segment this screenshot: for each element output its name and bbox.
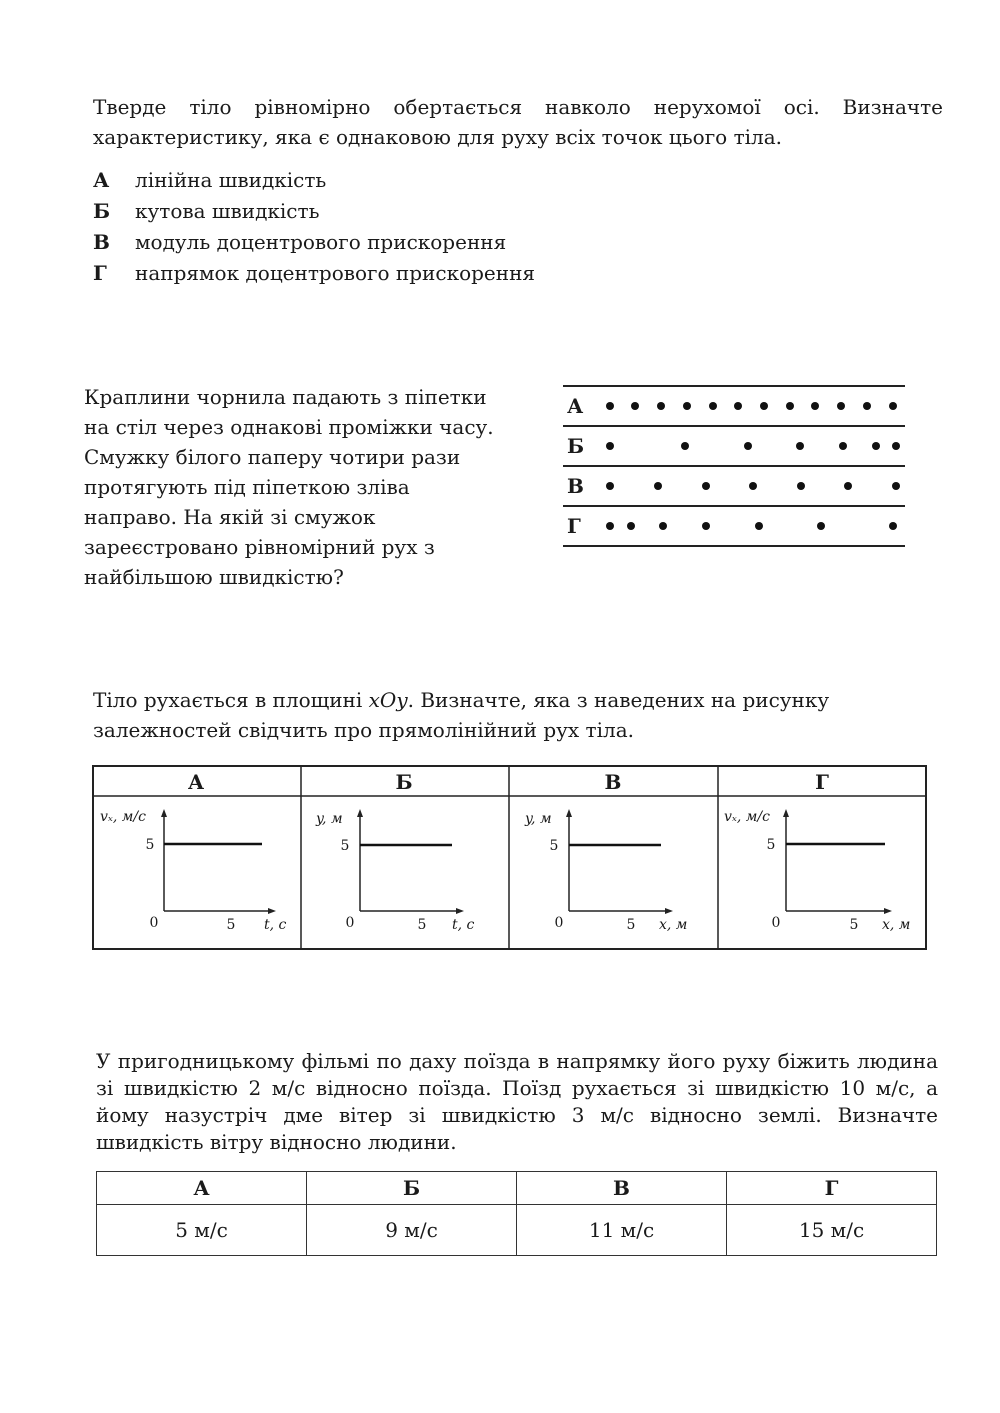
ink-dot — [796, 442, 804, 450]
q1-option-v[interactable] — [93, 227, 506, 257]
y-tick: 5 — [145, 837, 155, 853]
x-axis-arrow — [456, 908, 464, 914]
graphs-table — [92, 765, 927, 950]
origin-label: 0 — [554, 915, 564, 931]
x-axis-arrow — [665, 908, 673, 914]
question-3-text — [93, 685, 943, 745]
ink-dot — [817, 522, 825, 530]
q1-option-a[interactable] — [93, 165, 326, 195]
ink-dot — [863, 402, 871, 410]
ink-dot — [811, 402, 819, 410]
q1-option-b[interactable] — [93, 196, 319, 226]
ink-dot — [606, 482, 614, 490]
strip-label: Б — [567, 434, 585, 458]
ink-dot — [889, 402, 897, 410]
ink-dot — [681, 442, 689, 450]
ink-dot — [683, 402, 691, 410]
option-letter: Г — [93, 261, 107, 285]
graph-v[interactable] — [524, 770, 687, 933]
ink-dot — [702, 522, 710, 530]
q1-option-g[interactable] — [93, 258, 535, 288]
y-axis-arrow — [783, 809, 789, 817]
strip-a[interactable] — [567, 394, 897, 418]
x-axis-arrow — [268, 908, 276, 914]
x-axis-arrow — [884, 908, 892, 914]
ink-dot — [892, 482, 900, 490]
option-letter: А — [93, 168, 110, 192]
q3-text-var: xOy — [368, 688, 408, 712]
option-text: напрямок доцентрового прискорення — [135, 261, 536, 285]
ink-dot — [606, 442, 614, 450]
x-axis-label: t, с — [264, 917, 287, 933]
x-tick: 5 — [849, 917, 859, 933]
answer-table-header — [97, 1172, 937, 1205]
strip-g[interactable] — [567, 514, 897, 538]
x-axis-label: t, с — [452, 917, 475, 933]
graph-b[interactable] — [315, 770, 475, 933]
strip-v[interactable] — [567, 474, 900, 498]
y-tick: 5 — [766, 837, 776, 853]
ink-dot — [837, 402, 845, 410]
ink-dot — [892, 442, 900, 450]
y-axis-label: y, м — [316, 811, 343, 827]
x-axis-label: x, м — [882, 917, 911, 933]
strip-label: В — [567, 474, 584, 498]
question-2-text — [84, 382, 504, 592]
ink-dot — [657, 402, 665, 410]
y-tick: 5 — [549, 838, 559, 854]
ink-dot — [631, 402, 639, 410]
ink-dot — [702, 482, 710, 490]
ink-dot — [627, 522, 635, 530]
ink-strips-figure — [563, 384, 905, 549]
option-letter: Б — [93, 199, 111, 223]
ink-dot — [760, 402, 768, 410]
ink-dot — [839, 442, 847, 450]
ink-dot — [734, 402, 742, 410]
ink-dot — [659, 522, 667, 530]
option-text: лінійна швидкість — [135, 168, 327, 192]
y-axis-label: vₓ, м/с — [724, 809, 770, 825]
ink-dot — [606, 522, 614, 530]
y-tick: 5 — [340, 838, 350, 854]
ink-dot — [744, 442, 752, 450]
y-axis-label: vₓ, м/с — [100, 809, 146, 825]
origin-label: 0 — [345, 915, 355, 931]
graph-label: Г — [815, 770, 829, 794]
question-1-text: Тверде тіло рівномірно обертається навколо нерухомої осі. Визначте характеристику, яка є однаковою для руху всіх точок цього тіла. — [93, 95, 943, 149]
q2-line: на стіл через однакові проміжки часу. — [84, 415, 494, 439]
q2-line: протягують під піпеткою зліва — [84, 475, 410, 499]
graph-label: В — [604, 770, 622, 794]
ink-dot — [755, 522, 763, 530]
y-axis-arrow — [566, 809, 572, 817]
graph-label: А — [187, 770, 205, 794]
ink-dot — [654, 482, 662, 490]
origin-label: 0 — [771, 915, 781, 931]
option-letter: В — [93, 230, 110, 254]
ink-dot — [844, 482, 852, 490]
x-tick: 5 — [226, 917, 236, 933]
answer-table — [96, 1171, 937, 1256]
ink-dot — [889, 522, 897, 530]
ink-dot — [709, 402, 717, 410]
y-axis-arrow — [161, 809, 167, 817]
answer-header-v: В — [517, 1172, 727, 1205]
strip-label: А — [567, 394, 584, 418]
ink-dot — [749, 482, 757, 490]
answer-header-g: Г — [727, 1172, 937, 1205]
option-text: модуль доцентрового прискорення — [135, 230, 507, 254]
ink-dot — [797, 482, 805, 490]
q2-line: направо. На якій зі смужок — [84, 505, 376, 529]
origin-label: 0 — [149, 915, 159, 931]
strip-b[interactable] — [567, 434, 900, 458]
answer-value-a[interactable]: 5 м/с — [97, 1205, 307, 1256]
question-4-text: У пригодницькому фільмі по даху поїзда в напрямку його руху біжить людина зі швидкістю 2 м/с відносно поїзда. Поїзд рухається зі швидкістю 10 м/с, а йому назустріч дме вітер зі швидкістю 3 м/с відносно землі. Визначте швидкість вітру відносно людини. — [96, 1049, 938, 1154]
option-text: кутова швидкість — [135, 199, 320, 223]
graph-a[interactable] — [100, 770, 287, 933]
x-axis-label: x, м — [659, 917, 688, 933]
strip-label: Г — [567, 514, 581, 538]
ink-dot — [786, 402, 794, 410]
q2-line: Смужку білого паперу чотири рази — [84, 445, 461, 469]
answer-value-v[interactable]: 11 м/с — [517, 1205, 727, 1256]
q2-line: Краплини чорнила падають з піпетки — [84, 385, 487, 409]
y-axis-label: y, м — [525, 811, 552, 827]
ink-dot — [872, 442, 880, 450]
q2-line: найбільшою швидкістю? — [84, 565, 344, 589]
graph-label: Б — [395, 770, 413, 794]
q3-text-after: . Визначте, яка з наведених на рисунку залежностей свідчить про прямолінійний рух тіла. — [93, 688, 830, 742]
x-tick: 5 — [626, 917, 636, 933]
answer-header-b: Б — [307, 1172, 517, 1205]
answer-value-b[interactable]: 9 м/с — [307, 1205, 517, 1256]
graph-g[interactable] — [724, 770, 910, 933]
q2-line: зареєстровано рівномірний рух з — [84, 535, 435, 559]
ink-dot — [606, 402, 614, 410]
answer-table-values — [97, 1205, 937, 1256]
x-tick: 5 — [417, 917, 427, 933]
answer-header-a: А — [97, 1172, 307, 1205]
q3-text-before: Тіло рухається в площині — [93, 688, 369, 712]
answer-value-g[interactable]: 15 м/с — [727, 1205, 937, 1256]
y-axis-arrow — [357, 809, 363, 817]
